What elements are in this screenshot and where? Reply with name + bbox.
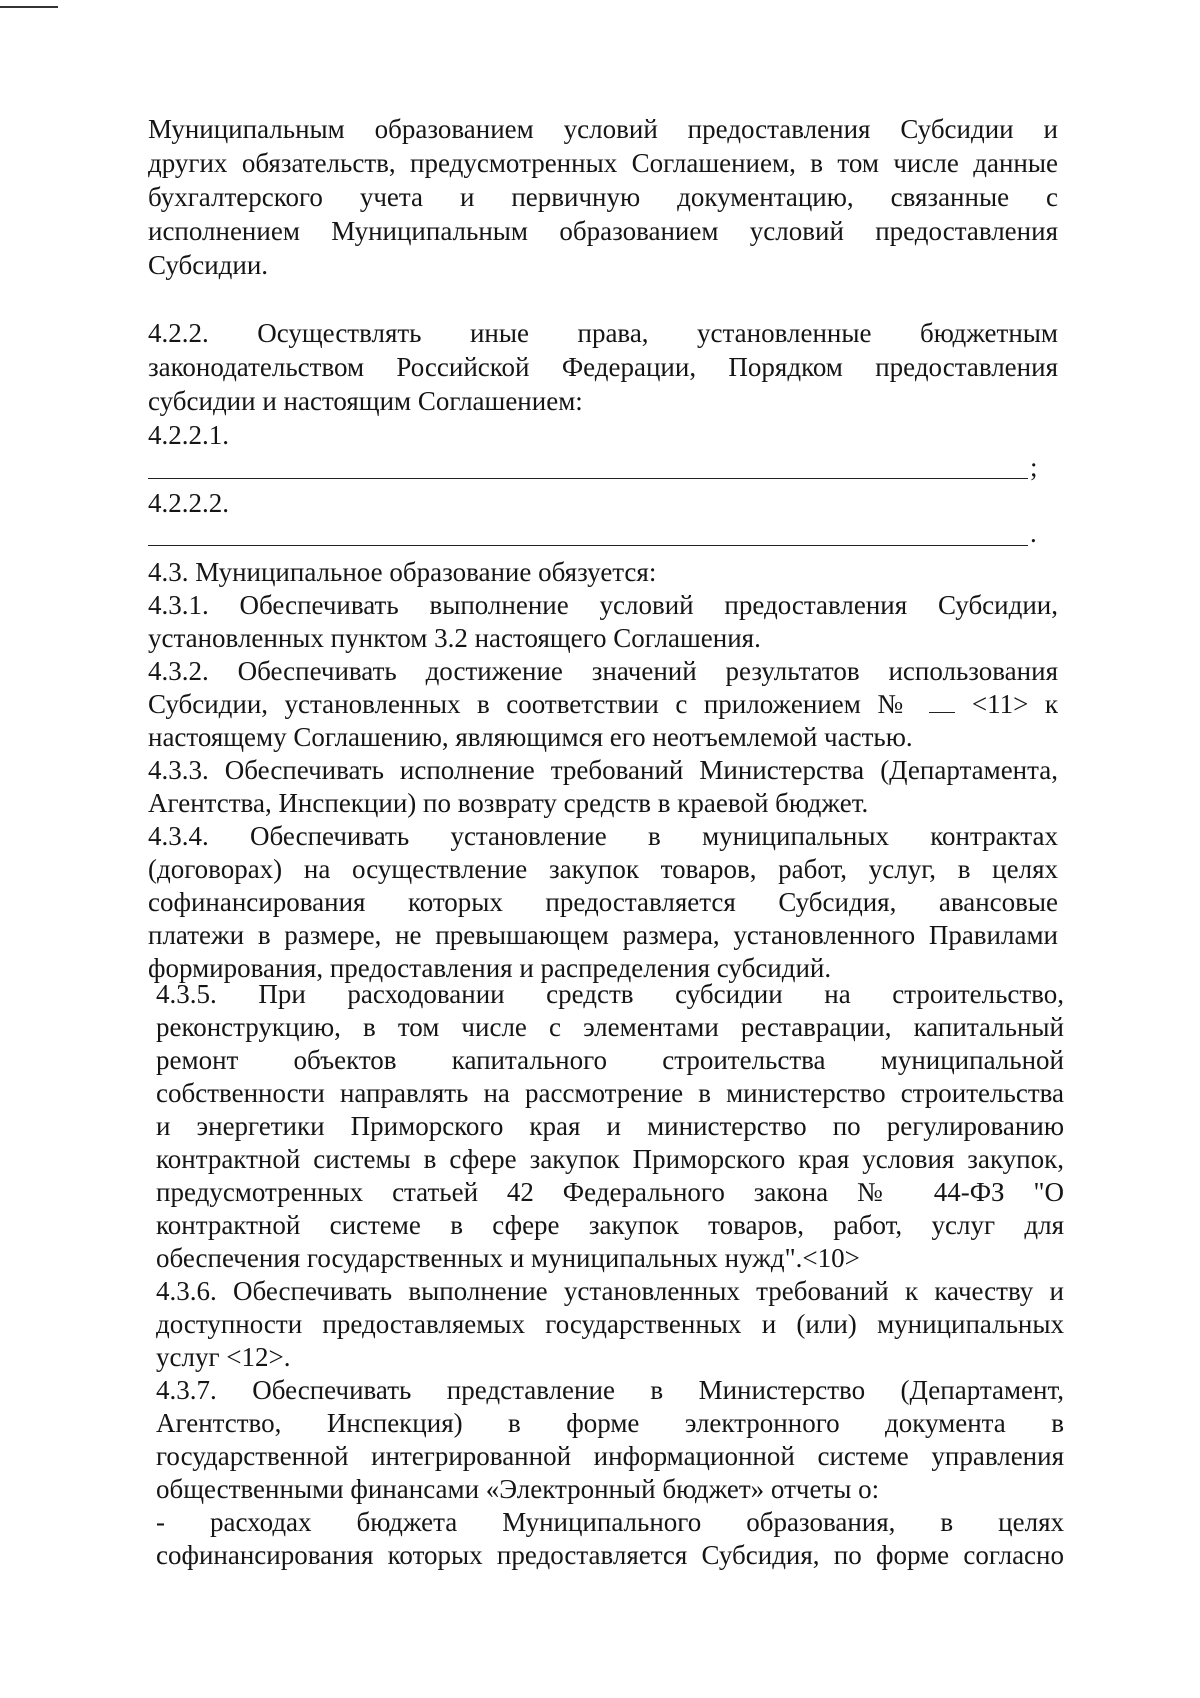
fill-in-end-mark: .	[1030, 518, 1037, 548]
text-line: формирования, предоставления и распределения субсидий.	[148, 953, 832, 983]
fill-in-line-4-2-2-2	[148, 545, 1028, 546]
item-4-2-2-1-label	[148, 418, 1058, 452]
text-line: и энергетики Приморского края и министерство по регулированию	[156, 1111, 1064, 1141]
text-line: ремонт объектов капитального строительства муниципальной	[156, 1045, 1064, 1075]
text-line: 4.3.7. Обеспечивать представление в Министерство (Департамент,	[156, 1375, 1064, 1405]
text-line: собственности направлять на рассмотрение в министерство строительства	[156, 1078, 1064, 1108]
text-line: платежи в размере, не превышающем размера, установленного Правилами	[148, 920, 1058, 950]
text-line: контрактной системы в сфере закупок Приморского края условия закупок,	[156, 1144, 1064, 1174]
text-line-with-blank	[148, 688, 1058, 721]
text-line: законодательством Российской Федерации, Порядком предоставления	[148, 352, 1058, 382]
text-line: Субсидии.	[148, 250, 269, 280]
text-line: бухгалтерского учета и первичную документацию, связанные с	[148, 182, 1058, 212]
text-line: государственной интегрированной информационной системе управления	[156, 1441, 1064, 1471]
text-line: 4.3.3. Обеспечивать исполнение требований Министерства (Департамента,	[148, 755, 1058, 785]
section-4-3	[148, 556, 1058, 985]
text-line: обеспечения государственных и муниципальных нужд".<10>	[156, 1243, 860, 1273]
section-heading: 4.3. Муниципальное образование обязуется:	[148, 557, 657, 587]
text-line: установленных пунктом 3.2 настоящего Соглашения.	[148, 623, 761, 653]
text-line: реконструкцию, в том числе с элементами реставрации, капитальный	[156, 1012, 1064, 1042]
item-label: 4.2.2.1.	[148, 420, 229, 450]
paragraph-4-2-1-tail	[148, 112, 1058, 282]
number-blank	[929, 690, 955, 713]
text-line: других обязательств, предусмотренных Соглашением, в том числе данные	[148, 148, 1058, 178]
text-line: 4.3.6. Обеспечивать выполнение установленных требований к качеству и	[156, 1276, 1064, 1306]
text-line: Муниципальным образованием условий предоставления Субсидии и	[148, 114, 1058, 144]
text-line: доступности предоставляемых государственных и (или) муниципальных	[156, 1309, 1064, 1339]
text-line: софинансирования которых предоставляется Субсидия, по форме согласно	[156, 1540, 1064, 1570]
scan-edge-mark	[0, 6, 58, 8]
text-fragment: Субсидии, установленных в соответствии с приложением №	[148, 689, 913, 719]
paragraph-4-3-5-to-4-3-7	[156, 978, 1064, 1572]
text-line: контрактной системе в сфере закупок товаров, работ, услуг для	[156, 1210, 1064, 1240]
fill-in-line-4-2-2-1	[148, 478, 1028, 479]
text-line: софинансирования которых предоставляется Субсидия, авансовые	[148, 887, 1058, 917]
item-label: 4.2.2.2.	[148, 488, 229, 518]
text-line: предусмотренных статьей 42 Федерального закона № 44-ФЗ "О	[156, 1177, 1064, 1207]
text-line: 4.3.4. Обеспечивать установление в муниципальных контрактах	[148, 821, 1058, 851]
text-line: Агентства, Инспекции) по возврату средств в краевой бюджет.	[148, 788, 869, 818]
text-line: 4.3.5. При расходовании средств субсидии на строительство,	[156, 979, 1064, 1009]
text-line: исполнением Муниципальным образованием условий предоставления	[148, 216, 1058, 246]
text-line: услуг <12>.	[156, 1342, 291, 1372]
text-line: общественными финансами «Электронный бюджет» отчеты о:	[156, 1474, 880, 1504]
text-line: 4.2.2. Осуществлять иные права, установленные бюджетным	[148, 318, 1058, 348]
text-fragment: <11> к	[971, 689, 1058, 719]
item-4-2-2-2-label	[148, 486, 1058, 520]
text-line: 4.3.1. Обеспечивать выполнение условий предоставления Субсидии,	[148, 590, 1058, 620]
text-line: Агентство, Инспекция) в форме электронного документа в	[156, 1408, 1064, 1438]
paragraph-4-2-2	[148, 316, 1058, 418]
text-line: - расходах бюджета Муниципального образования, в целях	[156, 1507, 1064, 1537]
text-line: субсидии и настоящим Соглашением:	[148, 386, 583, 416]
text-line: настоящему Соглашению, являющимся его неотъемлемой частью.	[148, 722, 913, 752]
fill-in-end-mark: ;	[1030, 452, 1038, 482]
text-line: 4.3.2. Обеспечивать достижение значений результатов использования	[148, 656, 1058, 686]
text-line: (договорах) на осуществление закупок товаров, работ, услуг, в целях	[148, 854, 1058, 884]
